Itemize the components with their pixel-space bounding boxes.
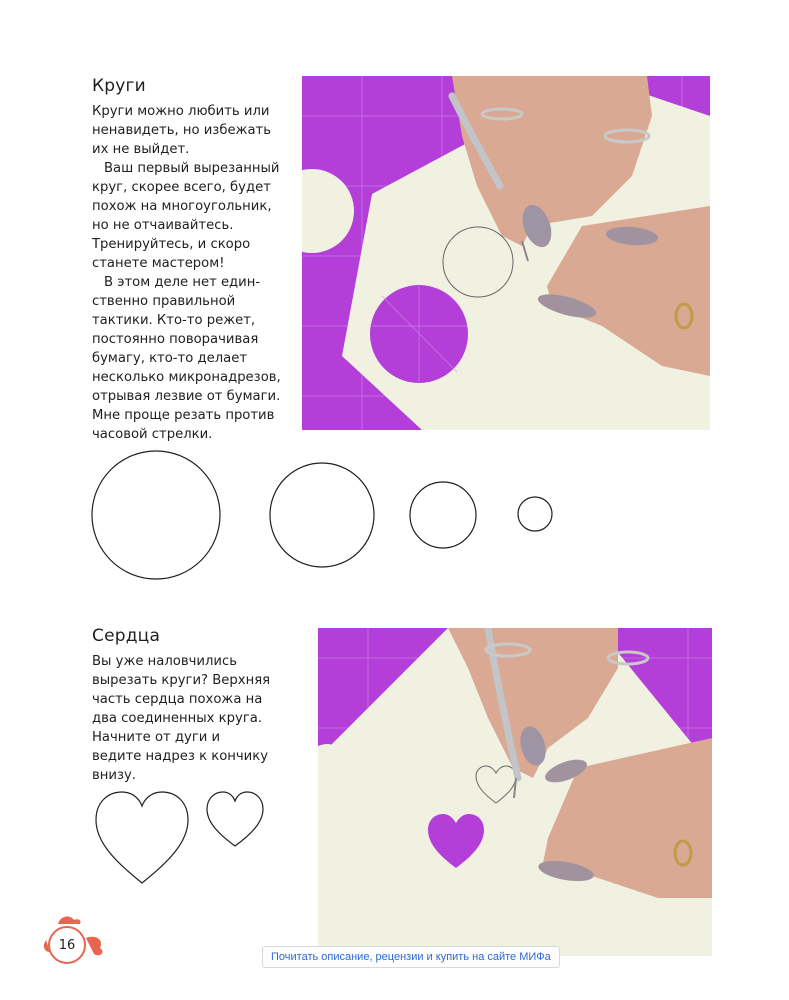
circles-paragraph-3: В этом деле нет единственно правильной тактики. Кто-то режет, постоянно поворачивая бумагу, кто-то делает несколько микронадрезов, отрывая лезвие от бумаги. Мне проще резать против часовой стрелки. xyxy=(92,275,281,442)
circles-paragraph-1: Круги можно любить или ненавидеть, но избежать их не выйдет. xyxy=(92,104,271,157)
circles-paragraph-2: Ваш первый вырезанный круг, скорее всего, будет похож на многоугольник, но не отчаивайтесь. Тренируйтесь, и скоро станете мастером! xyxy=(92,161,280,271)
heart-templates xyxy=(92,788,272,888)
circle-template-tiny xyxy=(518,497,552,531)
circle-template-small xyxy=(410,482,476,548)
circles-text xyxy=(92,102,284,444)
hearts-paragraph-1: Вы уже наловчились вырезать круги? Верхняя часть сердца похожа на два соединенных круга. Начните от дуги и ведите надрез к кончику внизу. xyxy=(92,654,271,783)
circle-template-large xyxy=(92,451,220,579)
circle-template-medium xyxy=(270,463,374,567)
hearts-heading: Сердца xyxy=(92,626,161,646)
circle-templates xyxy=(88,448,568,584)
circles-heading: Круги xyxy=(92,76,146,96)
heart-template-small xyxy=(207,792,263,846)
heart-cutting-photo xyxy=(318,628,712,956)
heart-template-large xyxy=(96,792,188,883)
circle-cutting-photo xyxy=(302,76,710,430)
hearts-text xyxy=(92,652,272,785)
buy-link[interactable]: Почитать описание, рецензии и купить на сайте МИФа xyxy=(262,946,560,968)
page-number: 16 xyxy=(48,926,86,964)
page-number-badge xyxy=(40,912,110,972)
